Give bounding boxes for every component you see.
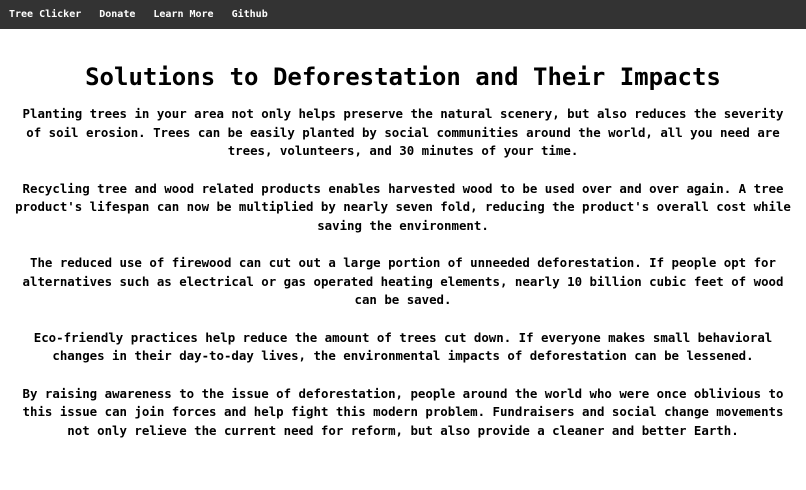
nav-link-learn-more[interactable]: Learn More [153, 9, 214, 20]
top-navbar [0, 0, 806, 29]
paragraph-awareness: By raising awareness to the issue of deforestation, people around the world who were once oblivious to this issue can join forces and help fight this modern problem. Fundraisers and social change movements not only relieve the current need for reform, but also provide a cleaner and better Earth. [22, 385, 784, 438]
page-title: Solutions to Deforestation and Their Impacts [85, 63, 721, 91]
nav-link-github[interactable]: Github [231, 9, 268, 20]
paragraph-planting-trees: Planting trees in your area not only helps preserve the natural scenery, but also reduces the severity of soil erosion. Trees can be easily planted by social communities around the world, all you need are trees, volunteers, and 30 minutes of your time. [22, 106, 784, 158]
nav-link-donate[interactable]: Donate [99, 9, 136, 20]
main-content [0, 62, 806, 440]
paragraph-eco-friendly: Eco-friendly practices help reduce the amount of trees cut down. If everyone makes small behavioral changes in their day-to-day lives, the environmental impacts of deforestation can be lessened. [33, 329, 773, 363]
paragraph-firewood: The reduced use of firewood can cut out a large portion of unneeded deforestation. If people opt for alternatives such as electrical or gas operated heating elements, nearly 10 billion cubic feet of wood can be saved. [22, 255, 784, 307]
nav-link-tree-clicker[interactable]: Tree Clicker [9, 9, 82, 20]
paragraph-recycling: Recycling tree and wood related products enables harvested wood to be used over and over again. A tree product's lifespan can now be multiplied by nearly seven fold, reducing the product's overall cost while saving the environment. [15, 180, 791, 233]
